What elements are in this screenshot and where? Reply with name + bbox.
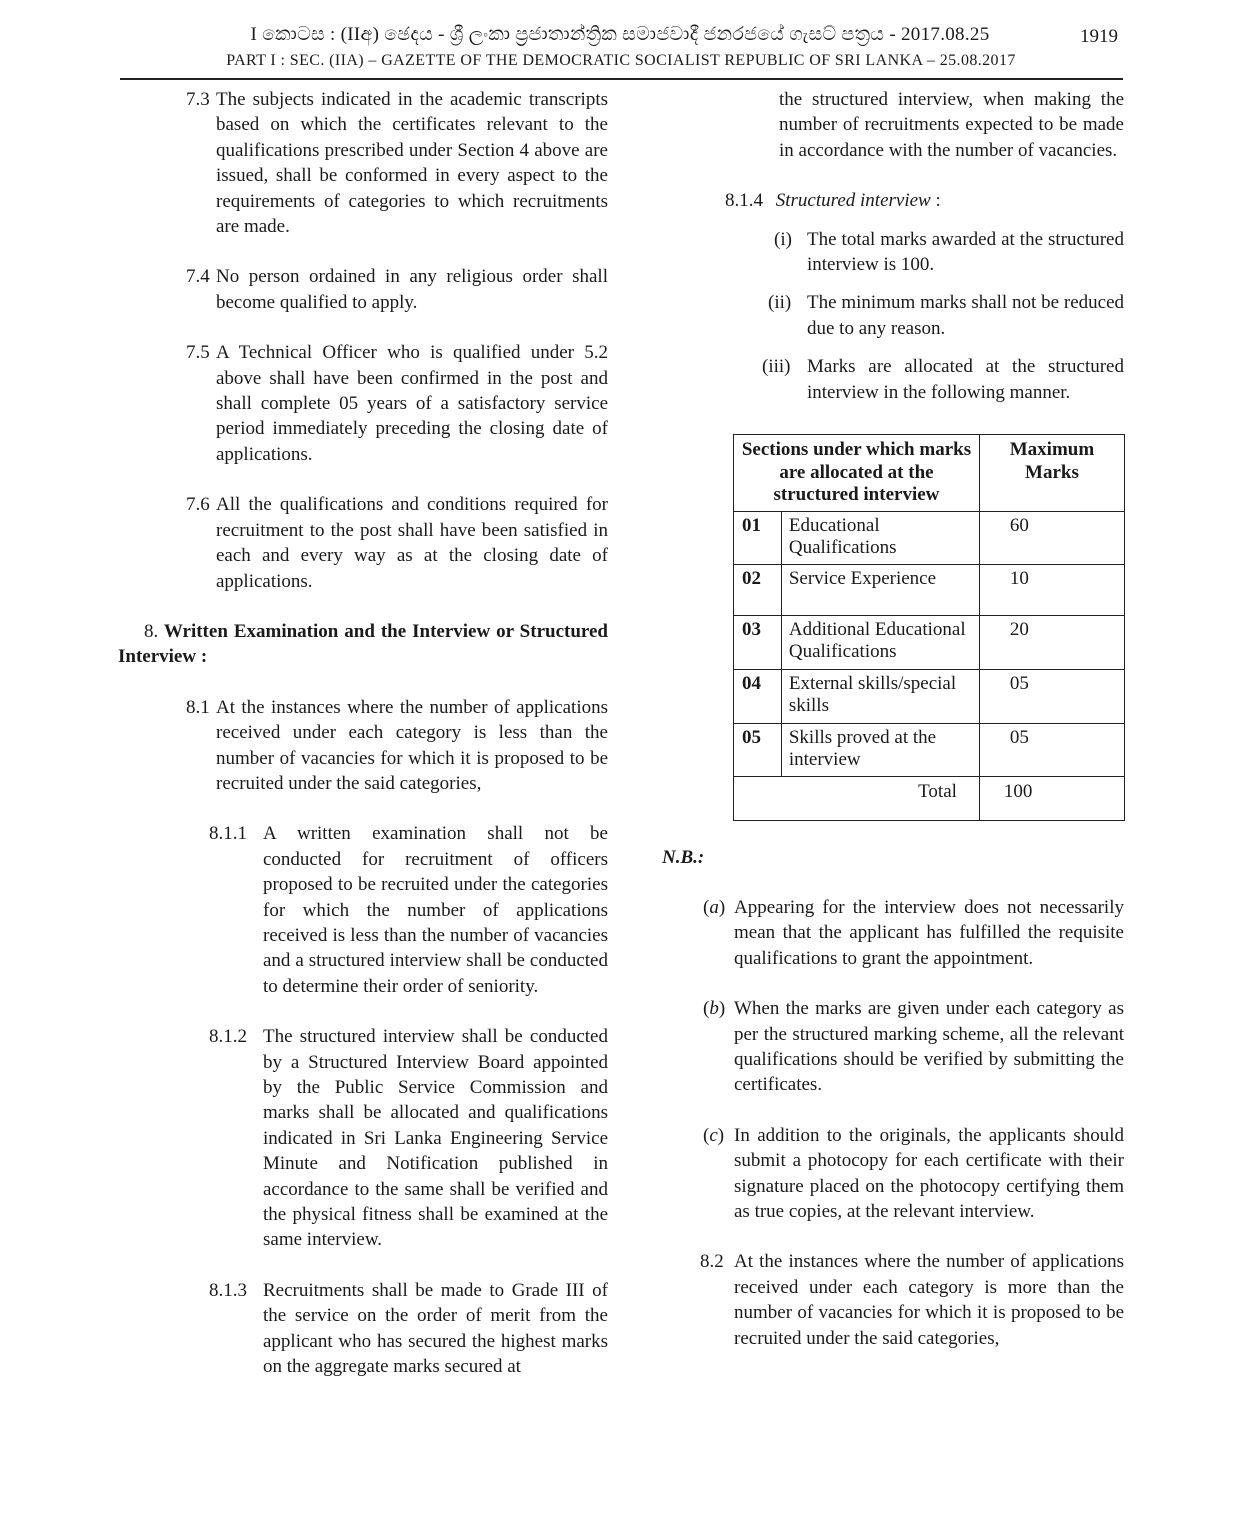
- note-b: (b) When the marks are given under each category as per the structured marking scheme, all the relevant qualifications should be verified by submitting the certificates.: [662, 996, 1124, 1098]
- table-header-row: [734, 435, 1125, 512]
- rule-number: (i): [774, 228, 792, 250]
- total-label: Total: [734, 776, 980, 820]
- clause-number: 8.1.4: [725, 190, 763, 212]
- rule-number: (ii): [768, 292, 792, 314]
- table-row: [734, 564, 1125, 615]
- right-column: [662, 87, 1124, 1351]
- marks-table: [733, 434, 1125, 821]
- clause-8-2: [662, 1249, 1124, 1351]
- clause-text: A written examination shall not be conducted for recruitment of officers proposed to be recruited under the categories for which the number of applications received is less than the number of vacancies and a structured interview shall be conducted to determine their order of seniority.: [263, 823, 608, 997]
- note-text: Appearing for the interview does not necessarily mean that the applicant has fulfilled the requisite qualifications to grant the appointment.: [734, 896, 1124, 969]
- header-rule: [120, 78, 1123, 80]
- section-8-heading: [118, 619, 608, 670]
- clause-number: 7.4: [186, 266, 210, 288]
- clause-text: At the instances where the number of applications received under each category is more than the number of vacancies for which it is proposed to be recruited under the said categories,: [734, 1251, 1124, 1349]
- row-number: 01: [734, 511, 782, 564]
- table-row: [734, 615, 1125, 669]
- continued-text: the structured interview, when making the number of recruitments expected to be made in accordance with the number of vacancies.: [779, 89, 1124, 161]
- row-number: 04: [734, 669, 782, 723]
- clause-7-4: [118, 264, 608, 315]
- note-text: In addition to the originals, the applicants should submit a photocopy for each certificate with their signature placed on the photocopy certifying them as true copies, at the relevant interview.: [734, 1124, 1124, 1223]
- row-number: 05: [734, 723, 782, 776]
- row-marks: 05: [979, 723, 1124, 776]
- row-section: External skills/special skills: [781, 669, 979, 723]
- rule-ii: [662, 290, 1124, 341]
- clause-8-1-3: [118, 1278, 608, 1380]
- clause-text: The subjects indicated in the academic transcripts based on which the certificates relevant to the qualifications prescribed under Section 4 above are issued, shall be conformed in every aspect to the requirements of categories to which recruitments are made.: [216, 89, 608, 238]
- row-section: Additional Educational Qualifications: [781, 615, 979, 669]
- section-title: Written Examination and the Interview or Structured Interview :: [118, 620, 608, 668]
- clause-text: Recruitments shall be made to Grade III of the service on the order of merit from the applicant who has secured the highest marks on the aggregate marks secured at: [263, 1279, 608, 1378]
- header-english: PART I : SEC. (IIA) – GAZETTE OF THE DEMOCRATIC SOCIALIST REPUBLIC OF SRI LANKA – 25.08.2017: [226, 52, 1016, 69]
- clause-8-1-4-heading: [662, 188, 1124, 213]
- row-section: Service Experience: [781, 564, 979, 615]
- row-marks: 05: [979, 669, 1124, 723]
- row-number: 03: [734, 615, 782, 669]
- row-marks: 20: [979, 615, 1124, 669]
- clause-number: 7.5: [186, 342, 210, 364]
- clause-7-6: [118, 492, 608, 594]
- rule-number: (iii): [762, 356, 791, 378]
- page-number: 1919: [1080, 26, 1118, 47]
- left-column: [118, 87, 608, 1379]
- note-c: (c) In addition to the originals, the applicants should submit a photocopy for each certificate with their signature placed on the photocopy certifying them as true copies, at the relevant interview.: [662, 1123, 1124, 1225]
- note-text: When the marks are given under each category as per the structured marking scheme, all the relevant qualifications should be verified by submitting the certificates.: [734, 998, 1124, 1096]
- clause-text: No person ordained in any religious order shall become qualified to apply.: [216, 266, 608, 313]
- clause-number: 8.2: [700, 1251, 724, 1273]
- clause-number: 8.1.3: [209, 1279, 247, 1301]
- clause-7-3: [118, 87, 608, 239]
- clause-8-1-1: [118, 821, 608, 999]
- note-letter: b: [709, 998, 719, 1020]
- rule-iii: [662, 354, 1124, 405]
- row-section: Skills proved at the interview: [781, 723, 979, 776]
- table-row: [734, 669, 1125, 723]
- rule-text: The minimum marks shall not be reduced due to any reason.: [807, 292, 1124, 339]
- header-sinhala: I කොටස : (IIඅ) ඡෙදය - ශ්‍රී ලංකා ප්‍රජාතාන්ත්‍රික සමාජවාදී ජනරජයේ ගැසට් පත්‍රය - 2017.08.25: [250, 24, 990, 45]
- clause-number: 8.1: [186, 696, 210, 718]
- clause-text: All the qualifications and conditions required for recruitment to the post shall have been satisfied in each and every way as at the closing date of applications.: [216, 494, 608, 592]
- table-header-max-marks: Maximum Marks: [979, 435, 1124, 512]
- clause-8-1-2: [118, 1024, 608, 1253]
- rule-i: [662, 227, 1124, 278]
- clause-7-5: [118, 340, 608, 467]
- row-number: 02: [734, 564, 782, 615]
- nb-label: N.B.:: [662, 846, 705, 868]
- table-row: [734, 511, 1125, 564]
- clause-text: At the instances where the number of applications received under each category is less than the number of vacancies for which it is proposed to be recruited under the said categories,: [216, 696, 608, 794]
- table-header-sections: Sections under which marks are allocated at the structured interview: [734, 435, 980, 512]
- clause-number: 8.1.1: [209, 823, 247, 845]
- table-row: [734, 723, 1125, 776]
- clause-title: Structured interview: [775, 190, 931, 212]
- row-section: Educational Qualifications: [781, 511, 979, 564]
- clause-number: 7.3: [186, 89, 210, 110]
- row-marks: 10: [979, 564, 1124, 615]
- note-letter: a: [709, 896, 719, 918]
- clause-title-suffix: :: [930, 190, 941, 212]
- total-value: 100: [979, 776, 1124, 820]
- row-marks: 60: [979, 511, 1124, 564]
- clause-number: 7.6: [186, 494, 210, 516]
- clause-number: 8.1.2: [209, 1026, 247, 1048]
- section-number: 8.: [144, 620, 159, 642]
- clause-text: The structured interview shall be conducted by a Structured Interview Board appointed by the Public Service Commission and marks shall be allocated and qualifications indicated in Sri Lanka Engineering Service Minute and Notification published in accordance to the same shall be verified and the physical fitness shall be examined at the same interview.: [263, 1026, 608, 1251]
- clause-text: A Technical Officer who is qualified under 5.2 above shall have been confirmed in the post and shall complete 05 years of a satisfactory service period immediately preceding the closing date of applications.: [216, 342, 608, 465]
- rule-text: The total marks awarded at the structured interview is 100.: [807, 228, 1124, 276]
- note-letter: c: [709, 1124, 718, 1146]
- clause-8-1: [118, 695, 608, 797]
- note-a: (a) Appearing for the interview does not necessarily mean that the applicant has fulfilled the requisite qualifications to grant the appointment.: [662, 895, 1124, 971]
- table-total-row: [734, 776, 1125, 820]
- rule-text: Marks are allocated at the structured interview in the following manner.: [807, 356, 1124, 403]
